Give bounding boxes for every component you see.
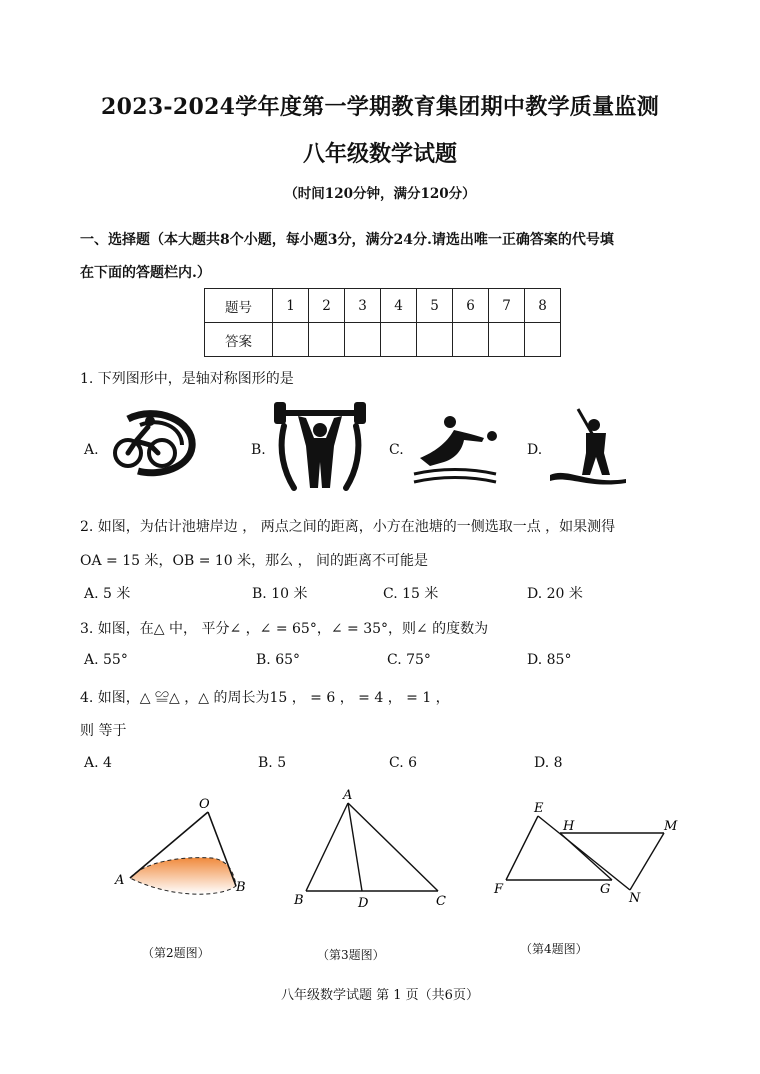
label-o: O (199, 797, 210, 812)
section-heading-line1: 一、选择题（本大题共8个小题，每小题3分，满分24分.请选出唯一正确答案的代号填 (80, 232, 614, 248)
col-number: 4 (381, 289, 417, 323)
q2-option-d: D. 20 米 (527, 586, 583, 602)
q1-option-b: B. (251, 442, 266, 458)
segment-ad (348, 803, 362, 891)
label-g: G (600, 882, 611, 897)
q4-stem-line2: 则 等于 (80, 723, 127, 739)
label-n: N (629, 891, 641, 906)
q3-option-a: A. 55° (84, 652, 128, 668)
q4-option-c: C. 6 (389, 755, 418, 771)
segment-ef (506, 816, 538, 880)
label-b: B (236, 880, 246, 895)
exam-time-note: （时间120分钟，满分120分） (284, 186, 476, 202)
golfer-icon (548, 405, 628, 489)
answer-table-answer-row (205, 323, 561, 357)
q3-option-c: C. 75° (387, 652, 431, 668)
label-a: A (343, 788, 353, 803)
segment-ac (348, 803, 438, 891)
volleyball-player-icon (410, 408, 500, 488)
col-number: 2 (309, 289, 345, 323)
label-b: B (294, 893, 304, 908)
label-e: E (534, 801, 544, 816)
col-number: 1 (273, 289, 309, 323)
row-label-number: 题号 (205, 289, 273, 323)
q1-option-c: C. (389, 442, 404, 458)
exam-title: 2023-2024学年度第一学期教育集团期中教学质量监测 (101, 94, 659, 120)
q2-stem-line1: 2. 如图，为估计池塘岸边 ， 两点之间的距离，小方在池塘的一侧选取一点 ，如果测得 (80, 519, 616, 535)
label-h: H (563, 819, 575, 834)
q2-option-b: B. 10 米 (252, 586, 308, 602)
figure-4-caption: （第4题图） (520, 942, 588, 956)
answer-table-number-row (205, 289, 561, 323)
col-number: 3 (345, 289, 381, 323)
answer-cell[interactable] (417, 323, 453, 357)
answer-cell[interactable] (273, 323, 309, 357)
label-d: D (358, 896, 369, 910)
figure-3 (290, 785, 460, 910)
segment-ab (306, 803, 348, 891)
col-number: 6 (453, 289, 489, 323)
answer-cell[interactable] (489, 323, 525, 357)
figure-2-caption: （第2题图） (142, 946, 210, 960)
exam-subtitle: 八年级数学试题 (302, 141, 457, 167)
q4-option-a: A. 4 (84, 755, 112, 771)
pond-shape (130, 858, 236, 895)
figure-4 (488, 796, 688, 911)
q2-stem-line2: OA = 15 米，OB = 10 米，那么 ， 间的距离不可能是 (80, 553, 429, 569)
q1-stem: 1. 下列图形中，是轴对称图形的是 (80, 371, 294, 387)
answer-cell[interactable] (453, 323, 489, 357)
q3-option-d: D. 85° (527, 652, 572, 668)
answer-cell[interactable] (309, 323, 345, 357)
col-number: 5 (417, 289, 453, 323)
answer-cell[interactable] (525, 323, 561, 357)
col-number: 8 (525, 289, 561, 323)
q3-option-b: B. 65° (256, 652, 301, 668)
figure-3-caption: （第3题图） (317, 948, 385, 962)
section-heading-line2: 在下面的答题栏内.） (80, 265, 211, 281)
segment-mn (630, 833, 664, 890)
q2-option-a: A. 5 米 (84, 586, 131, 602)
answer-cell[interactable] (345, 323, 381, 357)
q4-option-b: B. 5 (258, 755, 287, 771)
label-f: F (494, 882, 504, 897)
segment-hg (560, 833, 612, 880)
q4-stem-line1: 4. 如图，△ ≌△ ，△ 的周长为15 ， = 6 ， = 4 ， = 1 ， (80, 690, 450, 706)
segment-en (538, 816, 630, 890)
label-c: C (436, 894, 446, 909)
q2-option-c: C. 15 米 (383, 586, 439, 602)
answer-cell[interactable] (381, 323, 417, 357)
q3-stem: 3. 如图，在△ 中， 平分∠ ，∠ = 65°，∠ = 35°，则∠ 的度数为 (80, 621, 489, 637)
row-label-answer: 答案 (205, 323, 273, 357)
label-m: M (664, 819, 678, 834)
page-footer: 八年级数学试题 第 1 页（共6页） (281, 988, 479, 1003)
label-a: A (115, 873, 125, 888)
figure-2 (110, 792, 260, 907)
q1-option-a: A. (84, 442, 99, 458)
q4-option-d: D. 8 (534, 755, 563, 771)
cyclist-icon (100, 405, 200, 485)
q1-option-d: D. (527, 442, 543, 458)
answer-table (204, 288, 561, 357)
weightlifter-icon (270, 400, 370, 492)
col-number: 7 (489, 289, 525, 323)
